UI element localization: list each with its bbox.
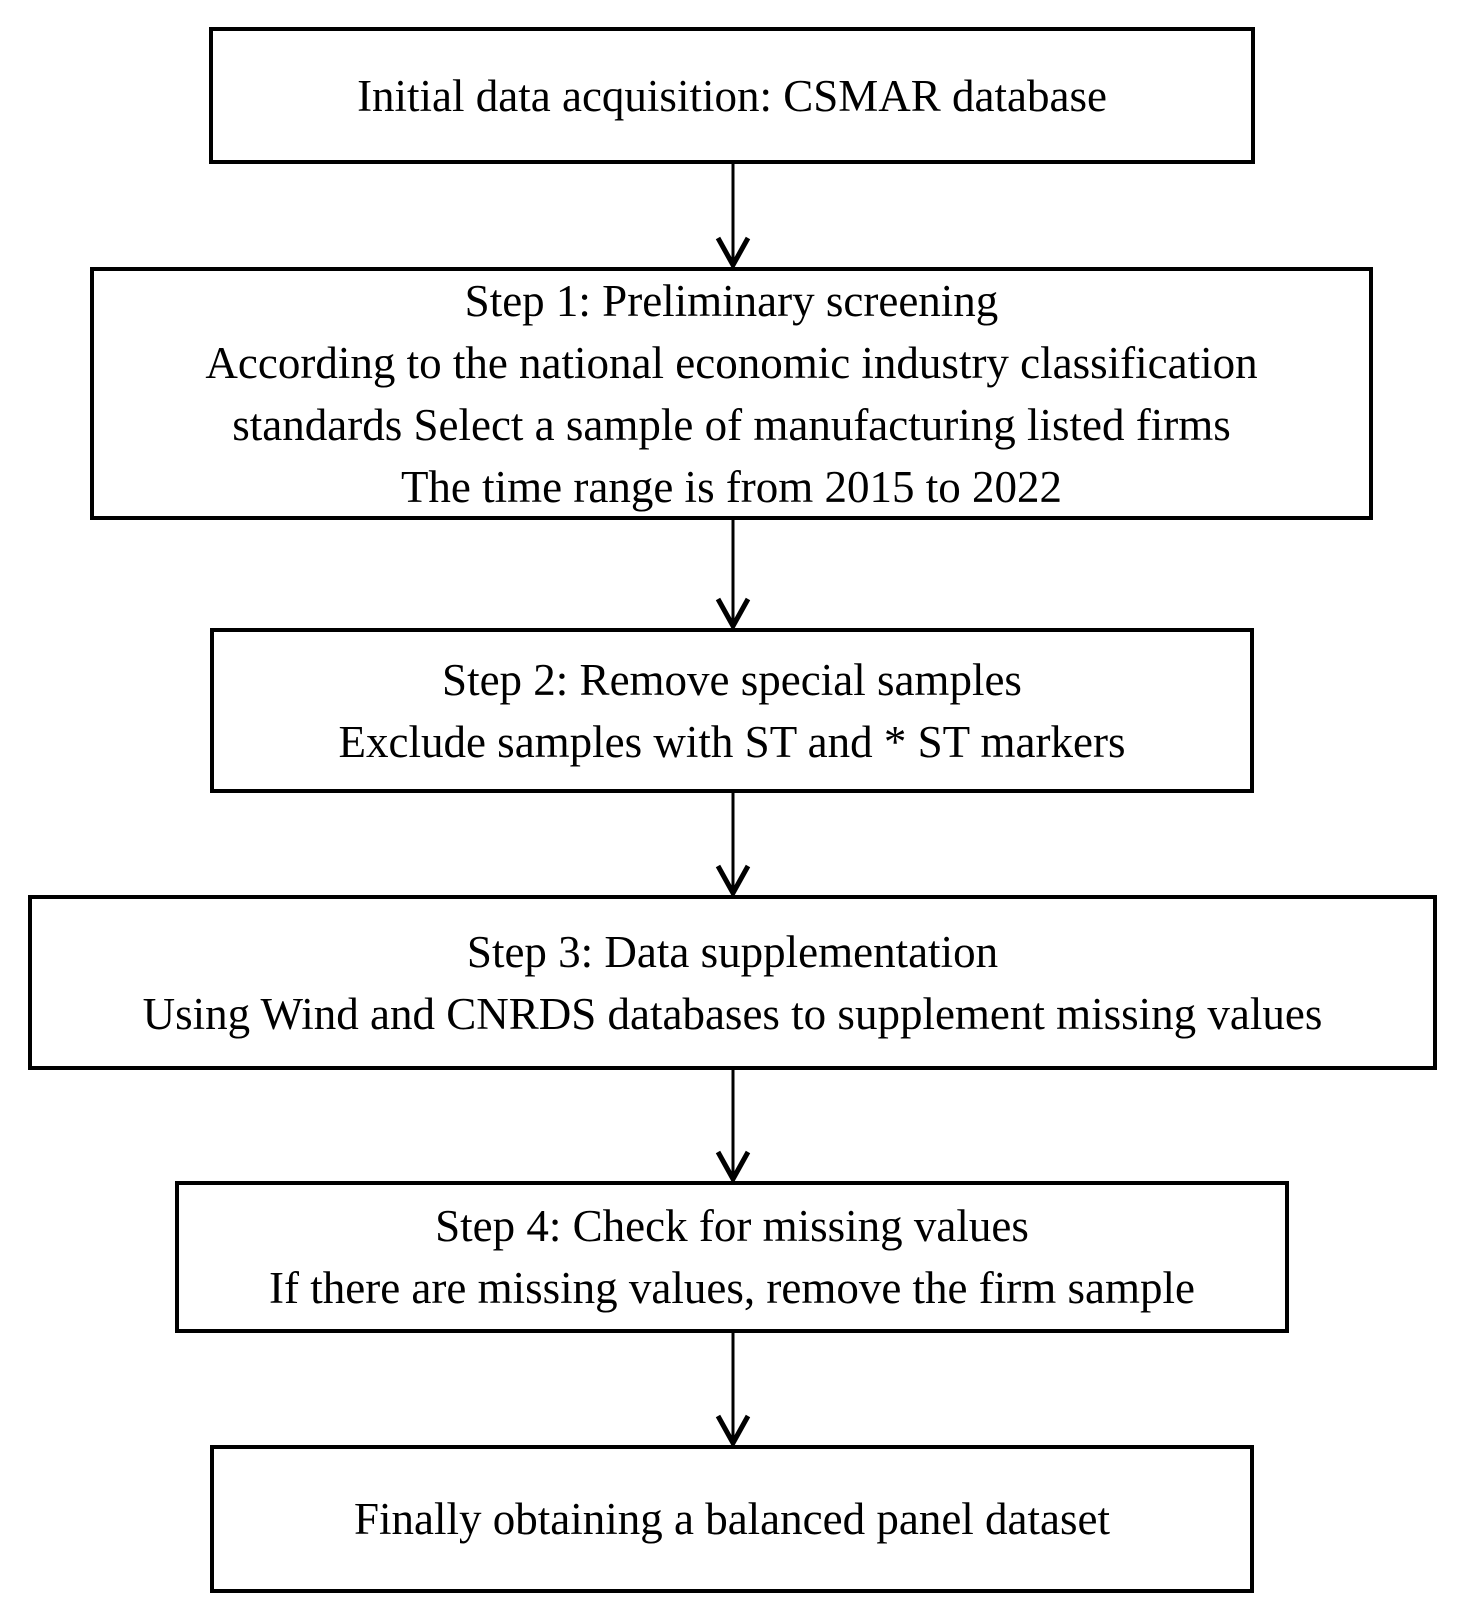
flow-node-text: Step 1: Preliminary screening	[464, 275, 999, 326]
flow-node-text: If there are missing values, remove the firm sample	[269, 1263, 1195, 1313]
down-arrow-icon	[711, 793, 755, 896]
flow-node-text: Step 4: Check for missing values	[435, 1201, 1029, 1251]
flow-node-text: Initial data acquisition: CSMAR database	[357, 70, 1107, 121]
flow-node-step-2-remove-special-samples	[210, 628, 1254, 793]
flow-node-text: Exclude samples with ST and * ST markers	[338, 716, 1126, 767]
flow-node-step-3-data-supplementation	[28, 895, 1437, 1070]
flow-node-text: Using Wind and CNRDS databases to supplement missing values	[142, 988, 1323, 1039]
flow-node-text: Finally obtaining a balanced panel dataset	[354, 1494, 1110, 1544]
down-arrow-connector	[711, 1070, 755, 1182]
down-arrow-icon	[711, 1333, 755, 1446]
down-arrow-icon	[711, 164, 755, 268]
flow-node-text: The time range is from 2015 to 2022	[400, 461, 1063, 512]
down-arrow-icon	[711, 1070, 755, 1182]
flow-node-final-balanced-panel	[210, 1445, 1254, 1593]
flow-node-text: According to the national economic industry classification	[205, 337, 1258, 388]
down-arrow-connector	[711, 164, 755, 268]
flow-node-text: Step 3: Data supplementation	[466, 926, 999, 977]
flow-node-step-1-preliminary-screening	[90, 267, 1373, 520]
down-arrow-connector	[711, 520, 755, 629]
flow-node-initial-data-acquisition	[209, 27, 1255, 164]
flow-node-step-4-check-missing-values	[175, 1181, 1289, 1333]
down-arrow-icon	[711, 520, 755, 629]
down-arrow-connector	[711, 1333, 755, 1446]
flow-node-text: Step 2: Remove special samples	[442, 654, 1022, 705]
flow-node-text: standards Select a sample of manufacturing listed firms	[232, 399, 1231, 450]
down-arrow-connector	[711, 793, 755, 896]
